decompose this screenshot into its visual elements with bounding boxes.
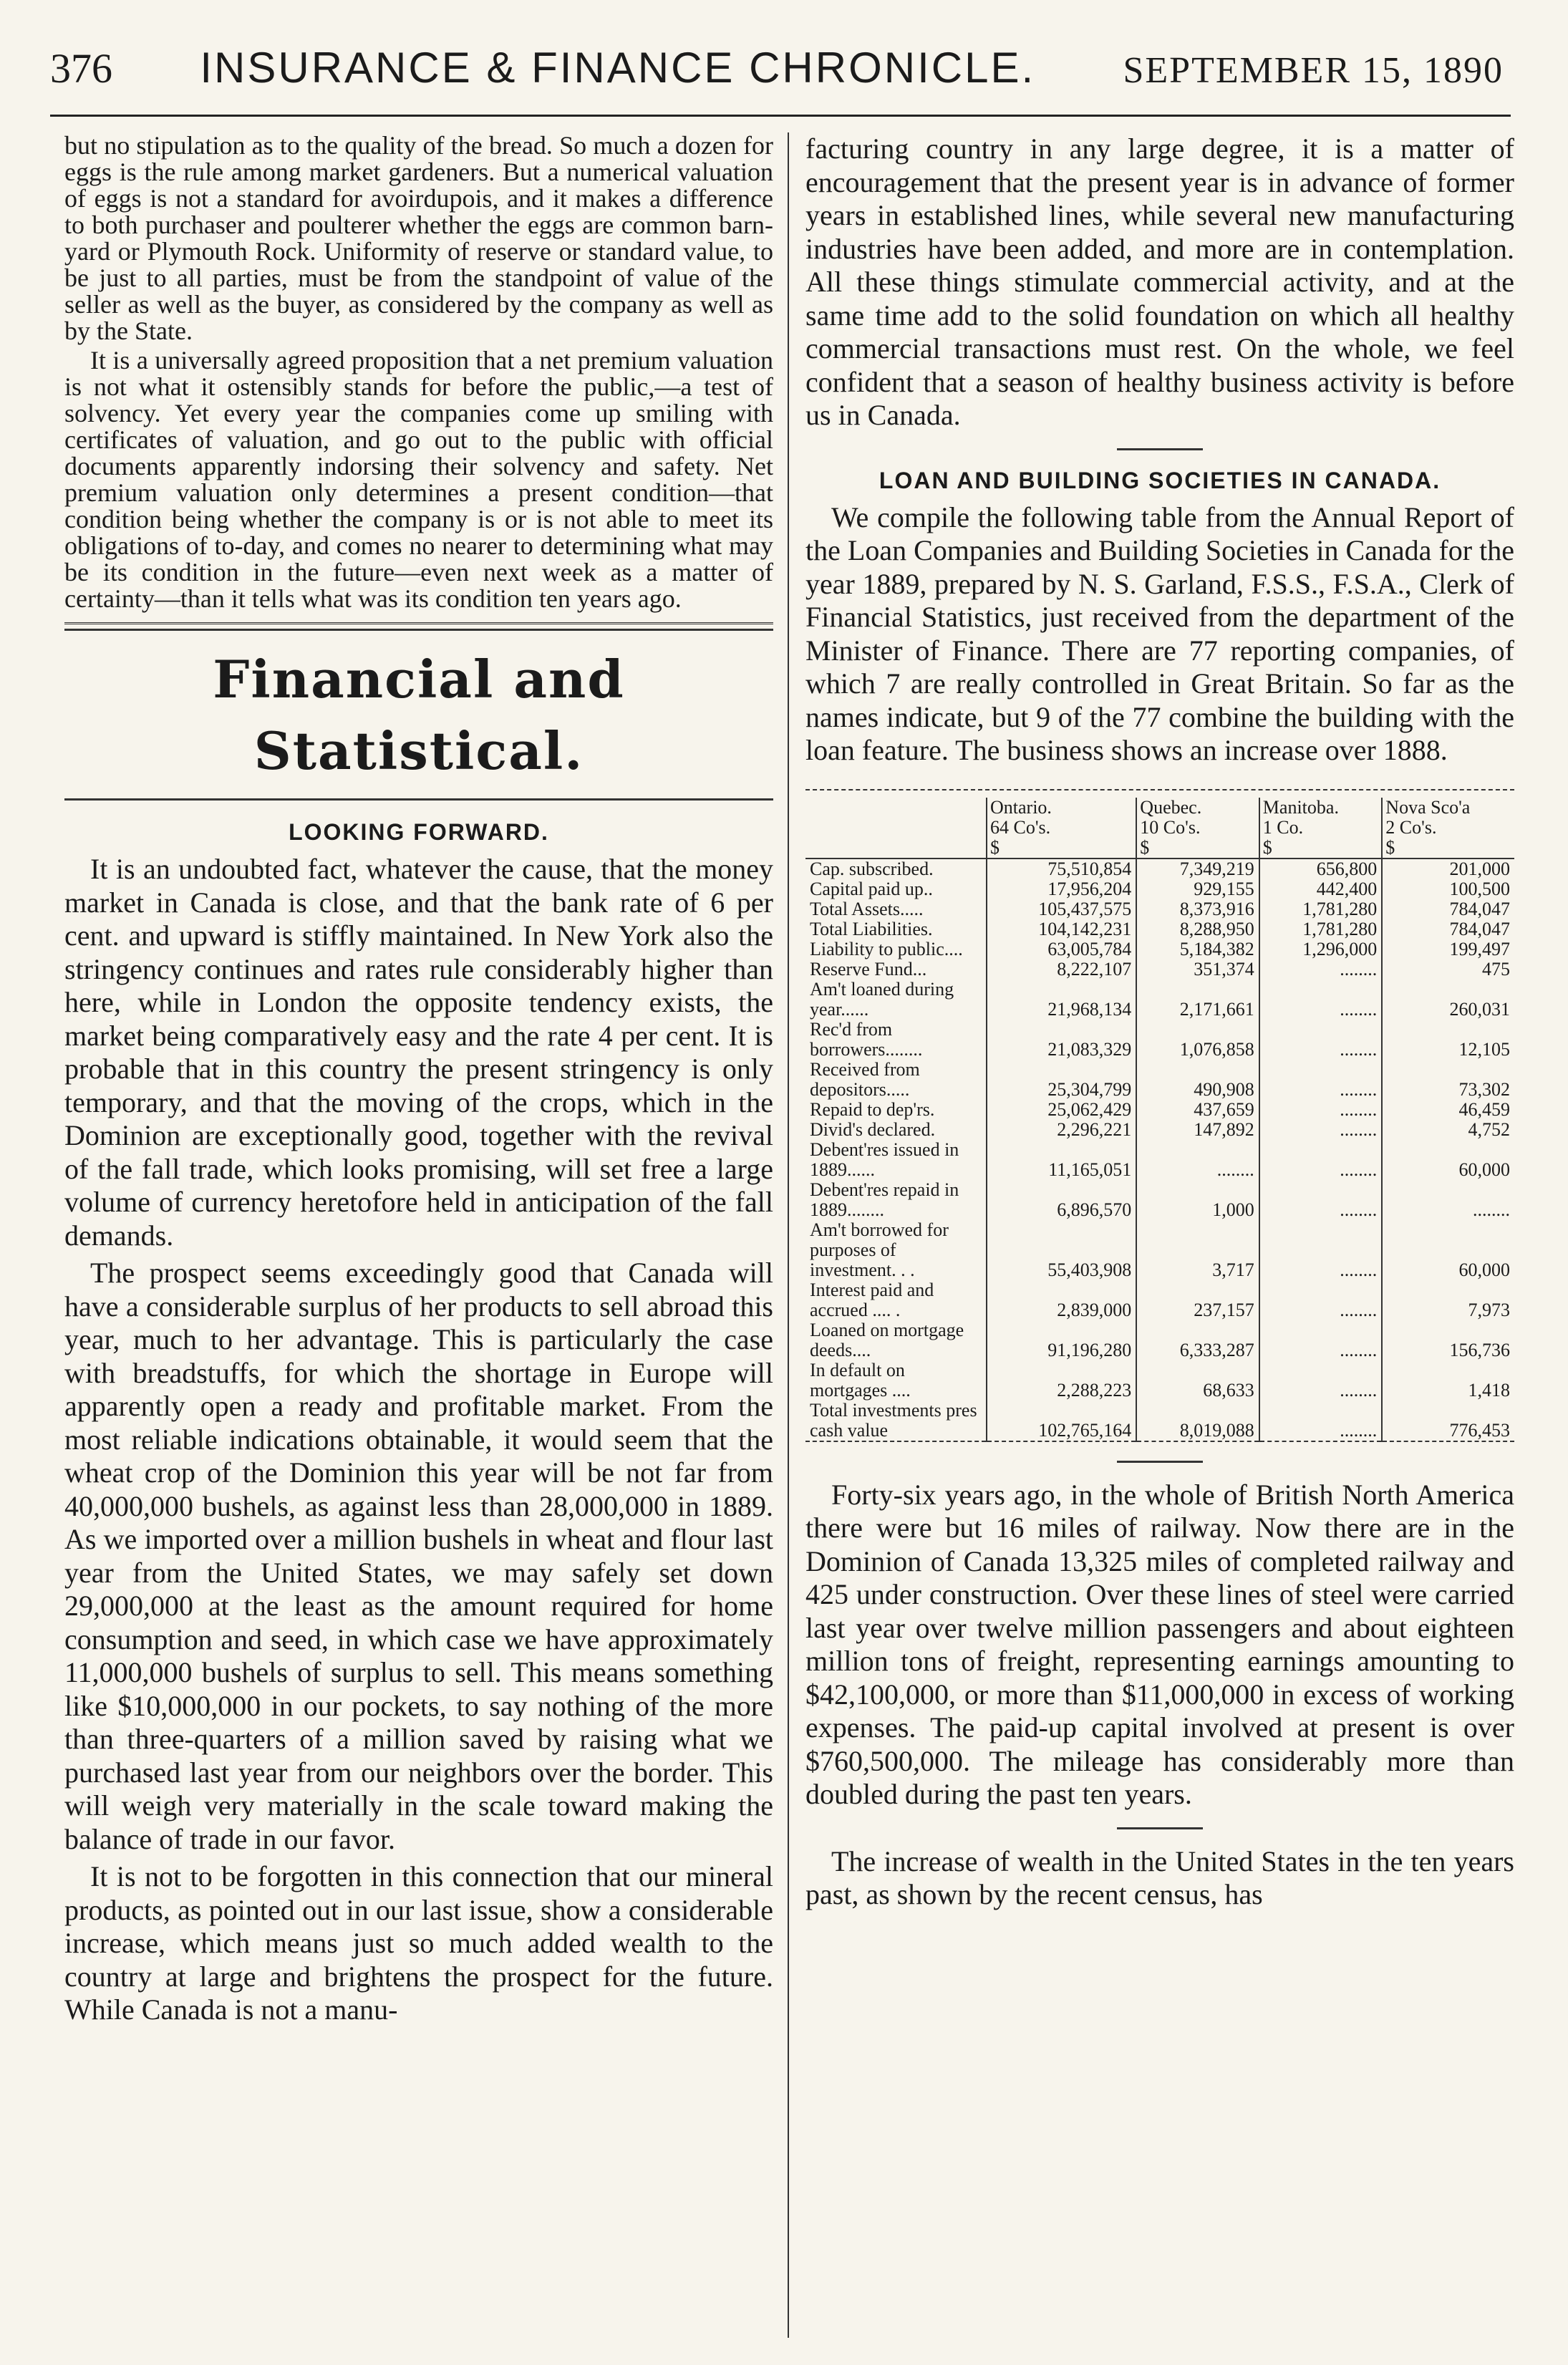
table-header-quebec: Quebec. 10 Co's. $: [1136, 798, 1259, 859]
paragraph: The increase of wealth in the United States in the ten years past, as shown by the recent census, has: [805, 1844, 1514, 1910]
table-row: [805, 959, 1514, 980]
table-row: [805, 899, 1514, 919]
table-row: [805, 1280, 1514, 1320]
table-cell: 1,781,280: [1259, 899, 1383, 919]
short-divider: [1117, 1827, 1203, 1829]
row-label: Repaid to dep'rs.: [810, 1098, 935, 1120]
table-cell: 442,400: [1259, 879, 1383, 899]
table-row: [805, 1060, 1514, 1100]
table-cell: ........: [1259, 1220, 1383, 1280]
row-label: Reserve Fund...: [810, 958, 927, 980]
row-label: Received from depositors.....: [810, 1058, 920, 1100]
table-cell: 100,500: [1382, 879, 1514, 899]
table-cell: 2,839,000: [987, 1280, 1136, 1320]
short-divider: [1117, 1461, 1203, 1463]
table-cell: ........: [1259, 959, 1383, 980]
table-row: [805, 1360, 1514, 1401]
table-cell: 929,155: [1136, 879, 1259, 899]
table-cell: 25,304,799: [987, 1060, 1136, 1100]
table-cell: 2,296,221: [987, 1120, 1136, 1140]
table-cell: 6,896,570: [987, 1180, 1136, 1220]
table-cell: 105,437,575: [987, 899, 1136, 919]
table-cell: 60,000: [1382, 1220, 1514, 1280]
table-cell: 5,184,382: [1136, 939, 1259, 959]
row-label: Am't borrowed for purposes of investment. . .: [810, 1219, 949, 1280]
table-cell: 147,892: [1136, 1120, 1259, 1140]
table-cell: 156,736: [1382, 1320, 1514, 1360]
table-cell: 102,765,164: [987, 1401, 1136, 1441]
table-cell: 237,157: [1136, 1280, 1259, 1320]
row-label: Divid's declared.: [810, 1118, 936, 1140]
table-cell: 199,497: [1382, 939, 1514, 959]
table-cell: 46,459: [1382, 1100, 1514, 1120]
table-cell: 1,296,000: [1259, 939, 1383, 959]
table-cell: 8,019,088: [1136, 1401, 1259, 1441]
table-cell: 201,000: [1382, 859, 1514, 879]
table-row: [805, 1100, 1514, 1120]
table-cell: 73,302: [1382, 1060, 1514, 1100]
table-cell: 60,000: [1382, 1140, 1514, 1180]
section-title: Financial and Statistical.: [213, 649, 625, 781]
table-row: [805, 859, 1514, 879]
article-title: LOOKING FORWARD.: [289, 819, 549, 845]
table-cell: ........: [1259, 1401, 1383, 1441]
table-row: [805, 1020, 1514, 1060]
loan-table-container: [805, 789, 1514, 1442]
table-row: [805, 1180, 1514, 1220]
table-cell: ........: [1259, 1100, 1383, 1120]
row-label: Liability to public....: [810, 938, 963, 959]
loan-article-title: LOAN AND BUILDING SOCIETIES IN CANADA.: [879, 467, 1441, 493]
page-number: 376: [50, 45, 112, 92]
table-cell: ........: [1259, 1060, 1383, 1100]
row-label: Total Liabilities.: [810, 918, 933, 939]
table-cell: 8,222,107: [987, 959, 1136, 980]
table-cell: 1,000: [1136, 1180, 1259, 1220]
table-cell: 91,196,280: [987, 1320, 1136, 1360]
table-cell: 21,968,134: [987, 980, 1136, 1020]
table-cell: ........: [1259, 1020, 1383, 1060]
table-row: [805, 1220, 1514, 1280]
row-label: Debent'res repaid in 1889........: [810, 1179, 959, 1220]
row-label: Cap. subscribed.: [805, 859, 987, 879]
table-header-ontario: Ontario. 64 Co's. $: [987, 798, 1136, 859]
paragraph: but no stipulation as to the quality of the bread. So much a dozen for eggs is the rule among market gardeners. But a numerical valuation of eggs is not a standard for avoirdupois, and it makes a difference to both purchaser and poulterer whether the eggs are common barn-yard or Plymouth Rock. Uniformity of reserve or standard value, to be just to all parties, must be from the standpoint of value of the seller as well as the buyer, as considered by the company as well as by the State.: [64, 131, 773, 345]
row-label: Total Assets.....: [810, 898, 924, 919]
table-cell: 63,005,784: [987, 939, 1136, 959]
table-cell: 1,781,280: [1259, 919, 1383, 939]
table-cell: 776,453: [1382, 1401, 1514, 1441]
short-divider: [1117, 448, 1203, 450]
table-cell: 55,403,908: [987, 1220, 1136, 1280]
table-cell: ........: [1259, 1360, 1383, 1401]
table-cell: 656,800: [1259, 859, 1383, 879]
paragraph: facturing country in any large degree, it is a matter of encouragement that the present year is in advance of former years in established lines, while several new manufacturing industries have been added, and more are in contemplation. All these things stimulate commercial activity, and at the same time add to the solid foundation on which all healthy commercial transactions must rest. On the whole, we feel confident that a season of healthy business activity is before us in Canada.: [805, 132, 1514, 431]
row-label: Loaned on mortgage deeds....: [810, 1319, 964, 1360]
table-cell: ........: [1259, 1140, 1383, 1180]
paragraph: It is an undoubted fact, whatever the cause, that the money market in Canada is close, and that the bank rate of 6 per cent. and upward is stiffly maintained. In New York also the stringency continues and rates rule considerably higher than here, while in London the opposite tendency exists, the market being comparatively easy and the rate 4 per cent. It is probable that in this country the present stringency is only temporary, and that the moving of the crops, which in the Dominion are exceptionally good, together with the revival of the fall trade, which looks promising, will set free a large volume of currency heretofore held in anticipation of the fall demands.: [64, 853, 773, 1252]
left-column: [64, 132, 773, 2031]
table-cell: ........: [1259, 980, 1383, 1020]
table-cell: 2,171,661: [1136, 980, 1259, 1020]
table-cell: ........: [1136, 1140, 1259, 1180]
paragraph: It is not to be forgotten in this connection that our mineral products, as pointed out in our last issue, show a considerable increase, which means just so much added wealth to the country at large and brightens the prospect for the future. While Canada is not a manu-: [64, 1860, 773, 2026]
table-cell: 8,373,916: [1136, 899, 1259, 919]
table-cell: 68,633: [1136, 1360, 1259, 1401]
table-header-manitoba: Manitoba. 1 Co. $: [1259, 798, 1383, 859]
table-cell: 7,973: [1382, 1280, 1514, 1320]
table-cell: 784,047: [1382, 919, 1514, 939]
row-label: In default on mortgages ....: [810, 1359, 911, 1401]
table-cell: 4,752: [1382, 1120, 1514, 1140]
row-label: Am't loaned during year......: [810, 978, 954, 1020]
table-cell: 7,349,219: [1136, 859, 1259, 879]
table-cell: 104,142,231: [987, 919, 1136, 939]
table-cell: 6,333,287: [1136, 1320, 1259, 1360]
table-cell: ........: [1259, 1280, 1383, 1320]
table-cell: 1,418: [1382, 1360, 1514, 1401]
table-cell: 2,288,223: [987, 1360, 1136, 1401]
paragraph: We compile the following table from the Annual Report of the Loan Companies and Building Societies in Canada for the year 1889, prepared by N. S. Garland, F.S.S., F.S.A., Clerk of Financial Statistics, just received from the department of the Minister of Finance. There are 77 reporting companies, of which 7 are really controlled in Great Britain. So far as the names indicate, but 9 of the 77 combine the building with the loan feature. The business shows an increase over 1888.: [805, 500, 1514, 766]
table-cell: ........: [1259, 1320, 1383, 1360]
table-cell: 21,083,329: [987, 1020, 1136, 1060]
table-cell: 437,659: [1136, 1100, 1259, 1120]
table-cell: 490,908: [1136, 1060, 1259, 1100]
table-cell: 11,165,051: [987, 1140, 1136, 1180]
paragraph: Forty-six years ago, in the whole of British North America there were but 16 miles of railway. Now there are in the Dominion of Canada 13,325 miles of completed railway and 425 under construction. Over these lines of steel were carried last year over twelve million passengers and about eighteen million tons of freight, representing earnings amounting to $42,100,000, or more than $11,000,000 in excess of working expenses. The paid-up capital involved at present is over $760,500,000. The mileage has considerably more than doubled during the past ten years.: [805, 1478, 1514, 1810]
table-cell: 260,031: [1382, 980, 1514, 1020]
right-column: [805, 132, 1514, 1916]
table-row: [805, 1120, 1514, 1140]
row-label: Debent'res issued in 1889......: [810, 1138, 959, 1180]
table-cell: 351,374: [1136, 959, 1259, 980]
table-row: [805, 1140, 1514, 1180]
table-header-nova-scotia: Nova Sco'a 2 Co's. $: [1382, 798, 1514, 859]
section-divider: [64, 622, 773, 631]
row-label: Total investments pres cash value: [805, 1401, 987, 1441]
row-label: Interest paid and accrued .... .: [810, 1279, 934, 1320]
table-cell: 1,076,858: [1136, 1020, 1259, 1060]
publication-title: INSURANCE & FINANCE CHRONICLE.: [200, 44, 1036, 92]
table-cell: 475: [1382, 959, 1514, 980]
table-cell: 75,510,854: [987, 859, 1136, 879]
table-row: [805, 1320, 1514, 1360]
table-cell: ........: [1259, 1120, 1383, 1140]
header-rule: [50, 115, 1511, 117]
table-cell: 17,956,204: [987, 879, 1136, 899]
table-header-blank: [805, 798, 987, 859]
table-cell: 8,288,950: [1136, 919, 1259, 939]
loan-societies-table: [805, 798, 1514, 1442]
table-cell: 25,062,429: [987, 1100, 1136, 1120]
paragraph: The prospect seems exceedingly good that Canada will have a considerable surplus of her products to sell abroad this year, much to her advantage. This is particularly the case with breadstuffs, for which the shortage in Europe will apparently open a ready and profitable market. From the most reliable indications obtainable, it would seem that the wheat crop of the Dominion this year will be not far from 40,000,000 bushels, as against less than 28,000,000 in 1889. As we imported over a million bushels in wheat and flour last year from the United States, we may safely set down 29,000,000 at the least as the amount required for home consumption and seed, in which case we have approximately 11,000,000 bushels of surplus to sell. This means something like $10,000,000 in our pockets, to say nothing of the more than three-quarters of a million saved by raising what we purchased last year from our neighbors over the border. This will weigh very materially in the scale toward making the balance of trade in our favor.: [64, 1257, 773, 1855]
paragraph: It is a universally agreed proposition that a net premium valuation is not what it ostensibly stands for before the public,—a test of solvency. Yet every year the companies come up smiling with certificates of valuation, and go out to the public with official documents apparently indorsing their solvency and safety. Net premium valuation only determines a present condition—that condition being whether the company is or is not able to meet its obligations of to-day, and comes no nearer to determining what may be its condition in the future—even next week as a matter of certainty—than it tells what was its condition ten years ago.: [64, 346, 773, 613]
table-row: [805, 980, 1514, 1020]
table-row: [805, 879, 1514, 899]
table-cell: 12,105: [1382, 1020, 1514, 1060]
table-cell: 3,717: [1136, 1220, 1259, 1280]
table-row: [805, 939, 1514, 959]
table-cell: ........: [1382, 1180, 1514, 1220]
column-divider: [788, 132, 789, 2338]
page-header: [50, 43, 1504, 107]
row-label: Capital paid up..: [810, 878, 933, 899]
table-row: [805, 919, 1514, 939]
table-cell: ........: [1259, 1180, 1383, 1220]
row-label: Rec'd from borrowers........: [810, 1018, 923, 1060]
table-cell: 784,047: [1382, 899, 1514, 919]
table-row: [805, 1401, 1514, 1441]
issue-date: SEPTEMBER 15, 1890: [1123, 50, 1504, 91]
section-divider: [64, 798, 773, 801]
